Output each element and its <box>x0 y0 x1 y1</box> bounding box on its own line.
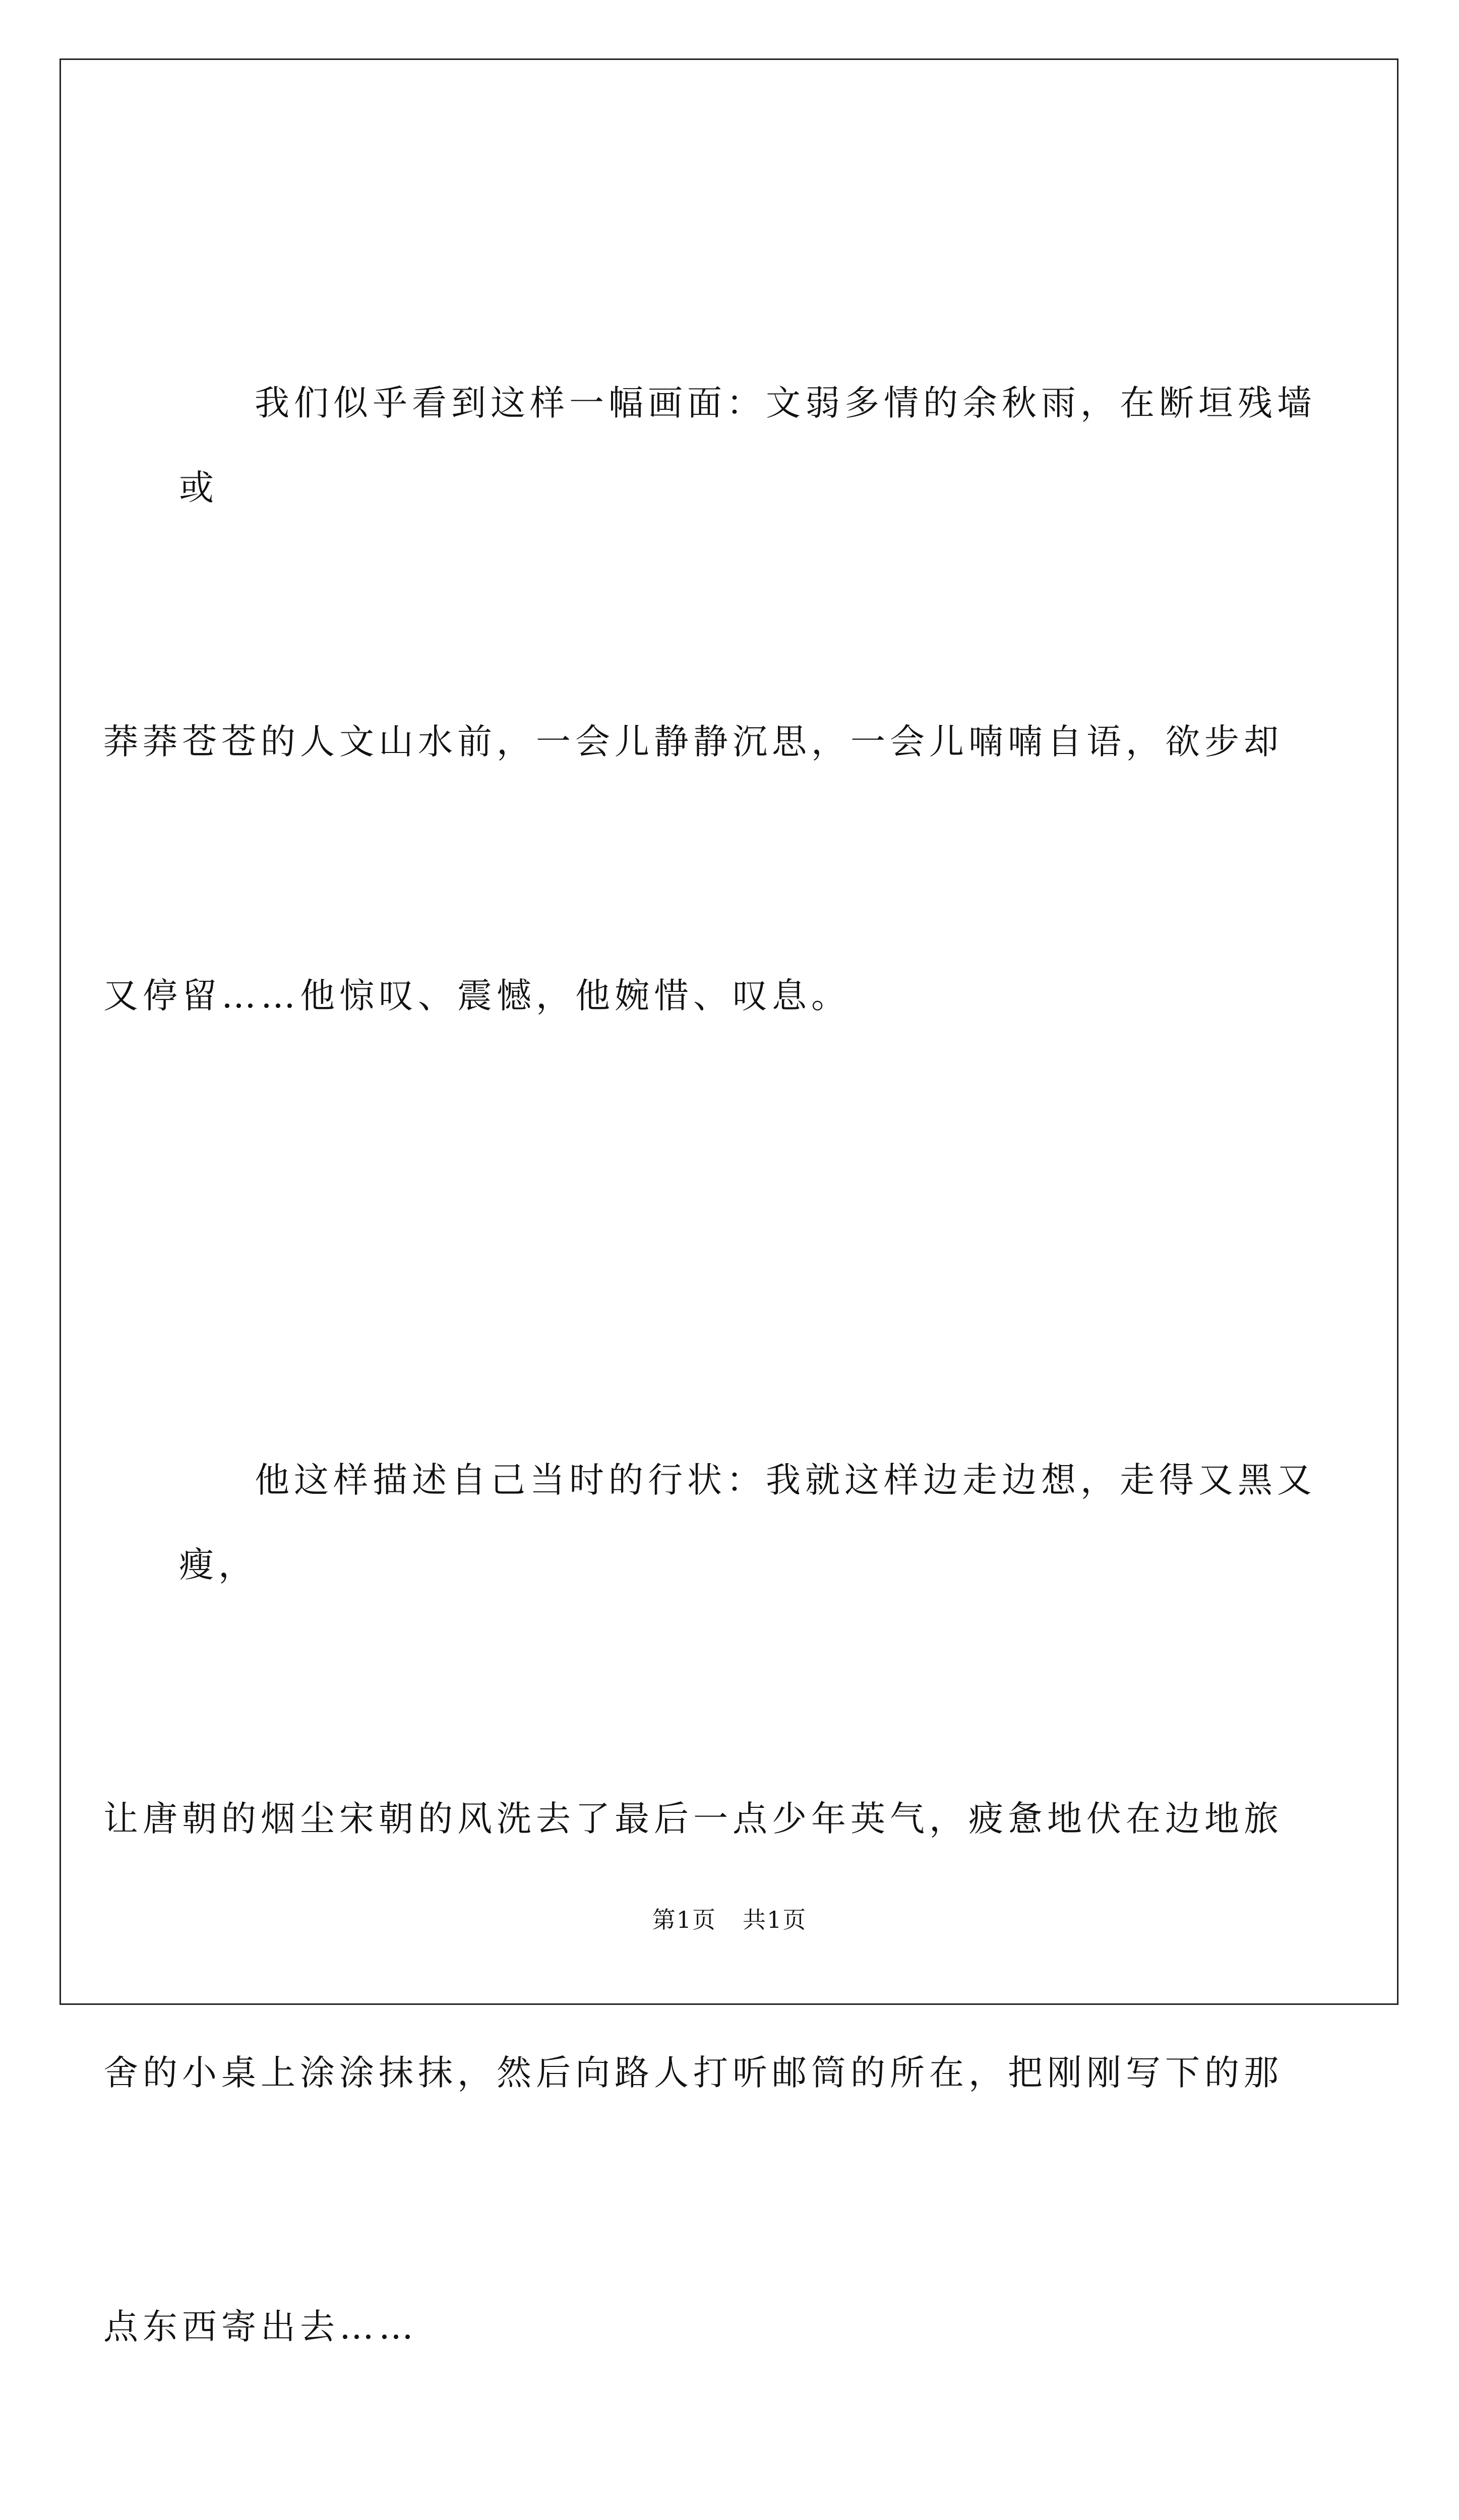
document-body <box>103 192 1339 2520</box>
text-line: 让唐朝的烟尘宋朝的风洗去了最后一点少年英气，疲惫地伏在边地旅 <box>103 1799 1283 1839</box>
paragraph <box>103 192 1339 1208</box>
page-total: 共1页 <box>743 1906 807 1933</box>
text-line: 点东西寄出去…… <box>103 2307 418 2347</box>
page-footer <box>0 1902 1459 1935</box>
text-line: 他这样描述自己当时的行状：我就这样边走边想，走得又黑又瘦， <box>179 1460 1316 1585</box>
text-line: 我们似乎看到这样一幅画面：文弱多情的余秋雨，在断垣残墙或 <box>179 383 1316 508</box>
page-number: 第1页 <box>652 1906 716 1933</box>
text-line: 又停留……他惊叹、震憾，他婉惜、叹息。 <box>103 976 850 1016</box>
text-line: 舍的小桌上涂涂抹抹，然后向路人打听邮筒的所在，把刚刚写下的那 <box>103 2053 1283 2093</box>
text-line: 莽莽苍苍的人文山水前，一会儿静静沉思，一会儿喃喃自语，欲步却 <box>103 722 1283 762</box>
paragraph <box>103 1269 1339 2520</box>
